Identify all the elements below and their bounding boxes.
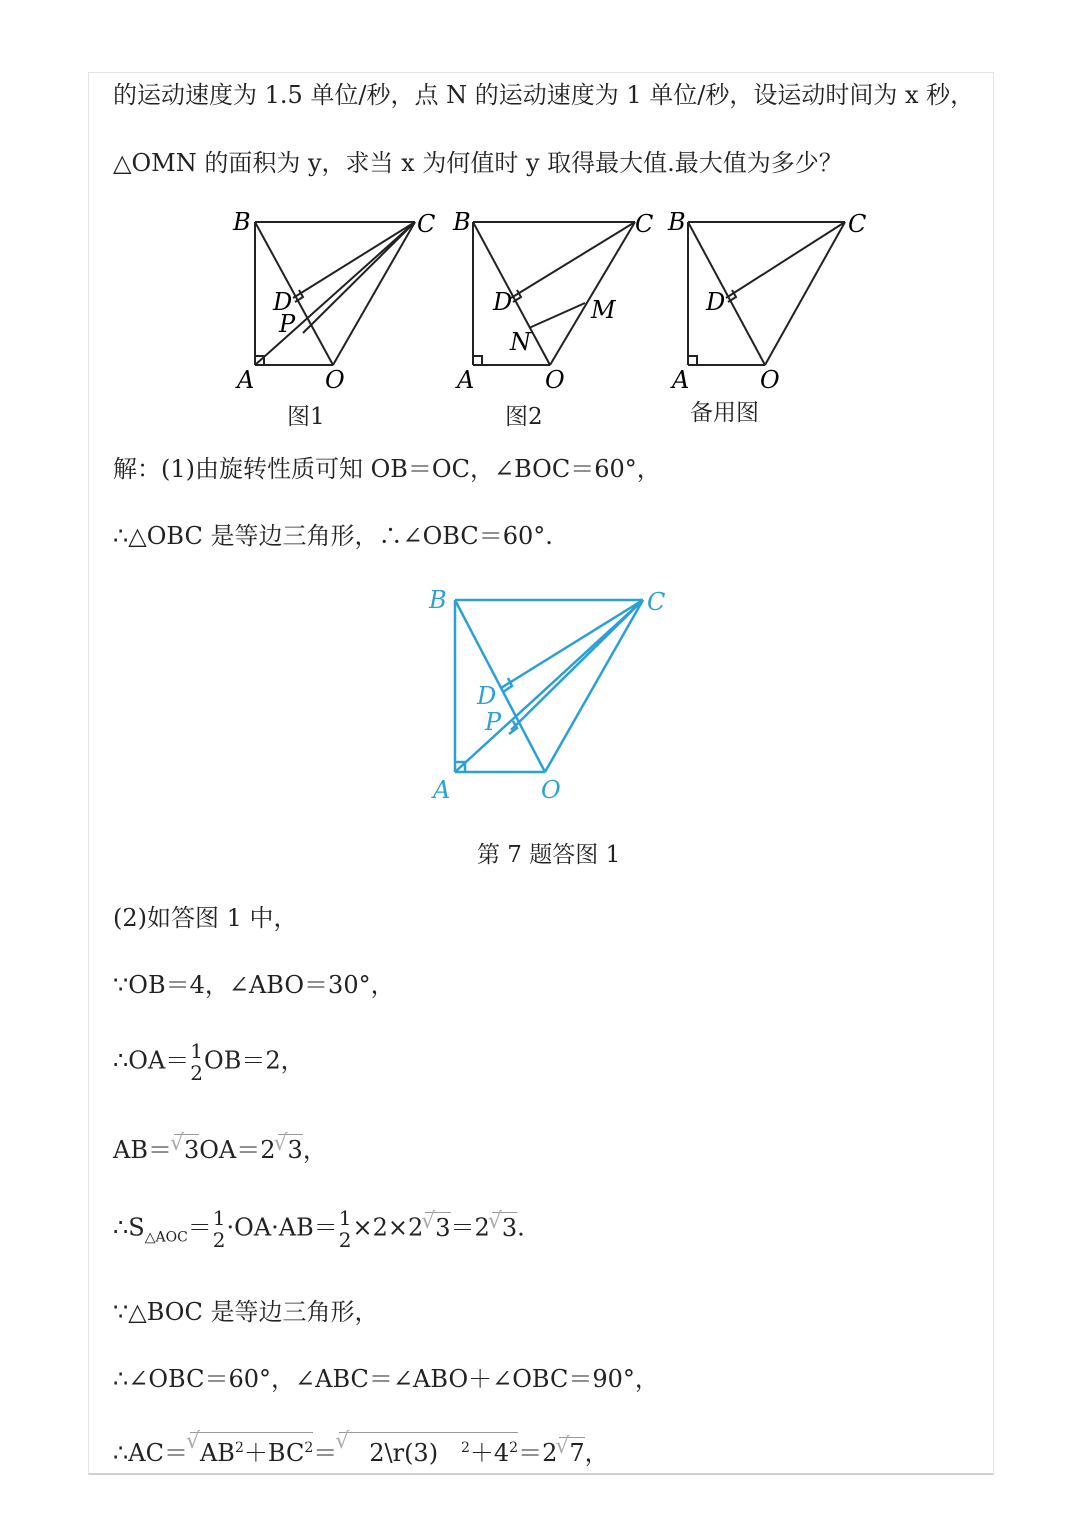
label-O: O [760, 366, 780, 394]
problem-line-1: 的运动速度为 1.5 单位/秒，点 N 的运动速度为 1 单位/秒，设运动时间为 x 秒， [113, 81, 975, 109]
label-D: D [477, 682, 497, 710]
s10-c2: 2 [304, 1440, 314, 1456]
sqrt-radicand: 3 [183, 1136, 200, 1164]
s6-a: AB＝ [113, 1136, 172, 1164]
solution-line-4: ∵OB＝4，∠ABO＝30°， [113, 971, 395, 999]
s7-end: . [517, 1213, 525, 1242]
sqrt [339, 1432, 518, 1468]
s6-c: OA＝2 [199, 1136, 276, 1164]
label-O: O [545, 366, 565, 394]
label-O: O [541, 776, 561, 804]
label-C: C [647, 588, 666, 616]
figure-2-caption: 图2 [505, 404, 543, 430]
s7-mid: ·OA·AB＝ [226, 1213, 338, 1242]
solution-line-1: 解：(1)由旋转性质可知 OB＝OC，∠BOC＝60°， [113, 455, 661, 483]
label-N: N [510, 328, 531, 356]
label-C: C [417, 210, 436, 238]
denominator: 2 [212, 1228, 226, 1252]
solution-line-8: ∵△BOC 是等边三角形， [113, 1298, 379, 1326]
s10-k: ， [584, 1439, 609, 1467]
label-A: A [457, 366, 475, 394]
solution-line-3: (2)如答图 1 中， [113, 904, 298, 932]
s10-j: 7 [569, 1439, 585, 1467]
s10-h: 2 [509, 1440, 519, 1456]
sqrt [492, 1212, 517, 1243]
sqrt-radicand: 3 [287, 1136, 303, 1164]
solution-line-2: ∴△OBC 是等边三角形，∴∠OBC＝60°. [113, 522, 553, 550]
s10-i: ＝2 [518, 1439, 558, 1467]
problem-line-2: △OMN 的面积为 y，求当 x 为何值时 y 取得最大值.最大值为多少？ [113, 149, 843, 177]
sqrt [278, 1134, 303, 1165]
s10-c: ＋BC [243, 1439, 305, 1467]
answer-figure-1 [425, 578, 685, 808]
sqrt [425, 1212, 450, 1243]
denominator: 2 [190, 1061, 204, 1085]
figure-1 [225, 200, 445, 430]
s10-g: ＋4 [469, 1439, 510, 1467]
fraction-half [190, 1040, 203, 1084]
label-D: D [493, 288, 513, 316]
solution-line-5 [113, 1040, 305, 1084]
s10-e: 2\r(3) [369, 1439, 439, 1467]
figure-2 [445, 200, 665, 430]
s7-eq: ＝ [187, 1213, 212, 1242]
s10-b2: 2 [234, 1440, 244, 1456]
s10-a: ∴AC＝ [113, 1439, 188, 1467]
s7-mid2: ×2×2 [352, 1213, 424, 1242]
sqrt [174, 1134, 199, 1165]
s5-post: OB＝2， [204, 1046, 305, 1075]
label-D: D [706, 288, 726, 316]
s7-pre: ∴S [113, 1213, 145, 1242]
label-B: B [429, 586, 447, 614]
label-O: O [325, 366, 345, 394]
label-A: A [433, 776, 451, 804]
numerator: 1 [190, 1039, 204, 1063]
sqrt-radicand: 3 [501, 1213, 518, 1242]
numerator: 1 [338, 1206, 352, 1230]
solution-line-6 [113, 1134, 327, 1165]
label-A: A [672, 366, 690, 394]
label-A: A [237, 366, 255, 394]
label-B: B [233, 208, 251, 236]
label-C: C [635, 210, 654, 238]
label-C: C [848, 210, 867, 238]
label-P: P [279, 310, 296, 338]
sqrt [190, 1432, 313, 1468]
answer-figure-caption: 第 7 题答图 1 [477, 842, 621, 868]
figure-3-caption: 备用图 [690, 400, 759, 426]
fraction-half [213, 1207, 226, 1251]
s6-e: ， [302, 1136, 327, 1164]
s7-eq2: ＝2 [450, 1213, 490, 1242]
solution-line-7 [113, 1207, 525, 1252]
solution-line-9: ∴∠OBC＝60°，∠ABC＝∠ABO＋∠OBC＝90°， [113, 1365, 659, 1393]
fraction-half [339, 1207, 352, 1251]
sqrt [559, 1437, 584, 1468]
s5-pre: ∴OA＝ [113, 1046, 190, 1075]
sqrt-radicand: 3 [435, 1213, 451, 1242]
denominator: 2 [338, 1228, 352, 1252]
label-B: B [668, 208, 686, 236]
solution-line-10 [113, 1432, 609, 1468]
s10-d: ＝ [313, 1439, 338, 1467]
s10-b: AB [199, 1439, 235, 1467]
s7-sub: △AOC [144, 1229, 188, 1246]
label-P: P [485, 708, 502, 736]
numerator: 1 [212, 1206, 226, 1230]
s10-f: 2 [460, 1440, 470, 1456]
label-M: M [591, 296, 616, 324]
label-D: D [273, 288, 293, 316]
label-B: B [453, 208, 471, 236]
figure-1-caption: 图1 [287, 404, 325, 430]
